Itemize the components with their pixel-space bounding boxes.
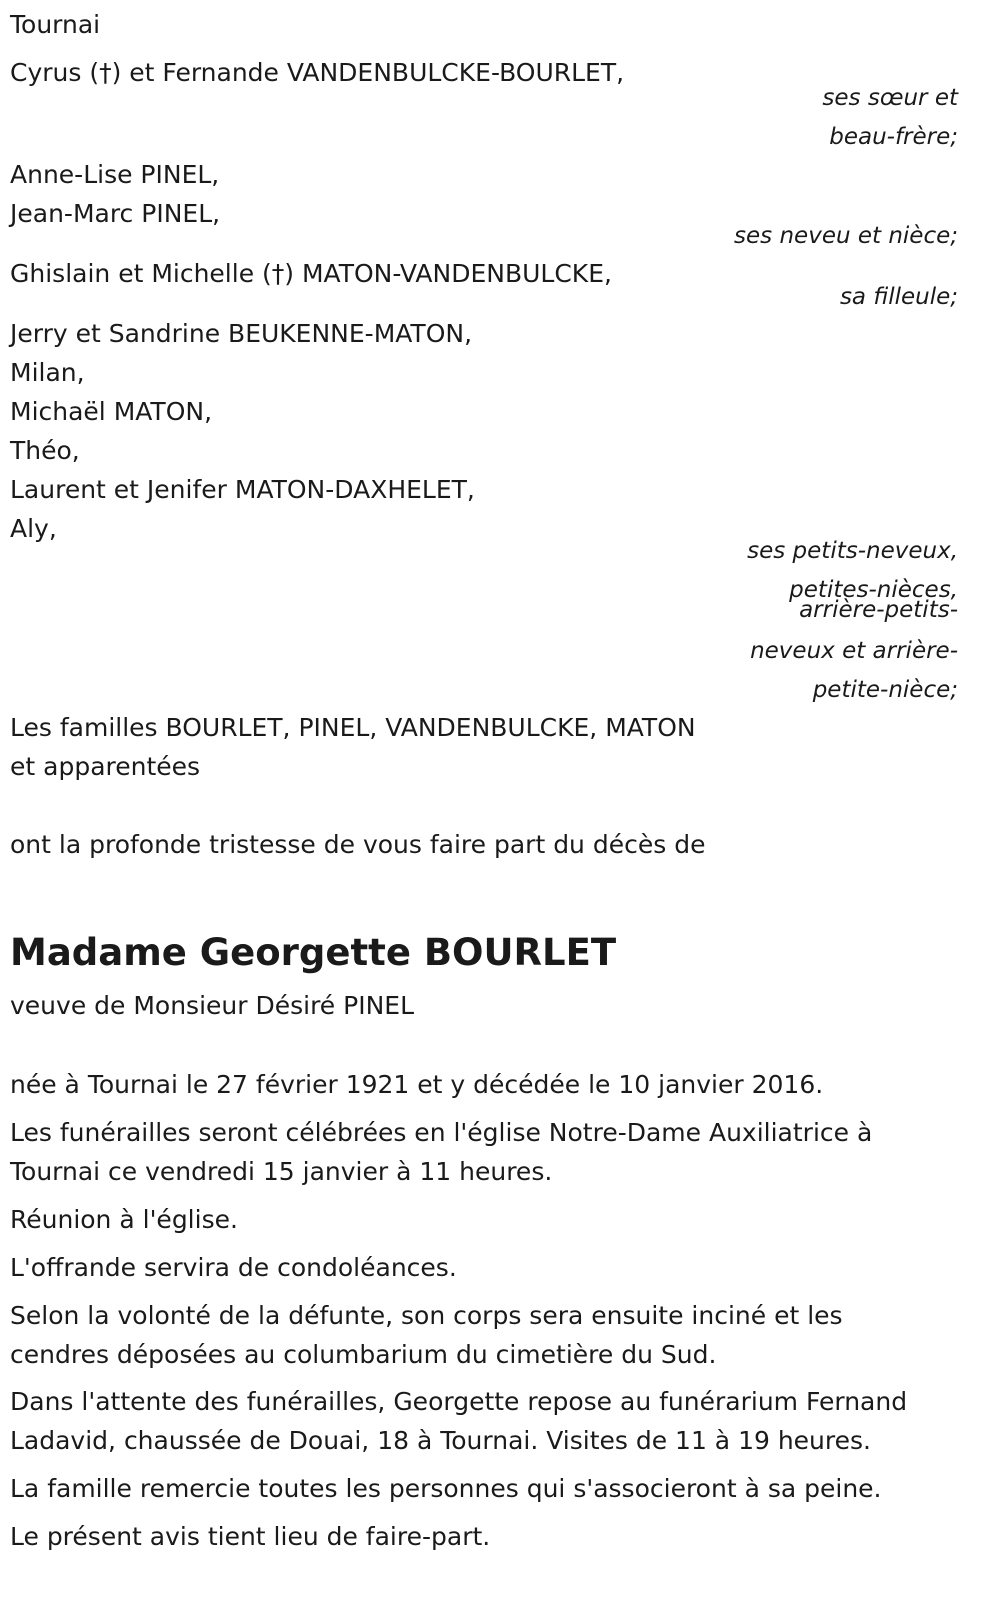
family-grand-5: Laurent et Jenifer MATON-DAXHELET,: [10, 475, 475, 504]
widow-of: veuve de Monsieur Désiré PINEL: [10, 991, 415, 1020]
goddaughter-role: sa filleule;: [839, 284, 958, 310]
nephew-role: ses neveu et nièce;: [734, 223, 958, 249]
deceased-name: Madame Georgette BOURLET: [10, 931, 617, 974]
family-grand-6: Aly,: [10, 514, 57, 543]
family-grand-3: Michaël MATON,: [10, 397, 213, 426]
grand-role-line3: arrière-petits-: [799, 597, 958, 623]
offering: L'offrande servira de condoléances.: [10, 1253, 457, 1282]
grand-role-line1: ses petits-neveux,: [747, 538, 958, 564]
family-sister: Cyrus (†) et Fernande VANDENBULCKE-BOURLET,: [10, 58, 625, 87]
thanks: La famille remercie toutes les personnes qui s'associeront à sa peine.: [10, 1474, 882, 1503]
grand-role-line4: neveux et arrière-: [750, 638, 958, 664]
family-grand-4: Théo,: [10, 436, 80, 465]
grand-role-line5: petite-nièce;: [812, 677, 958, 703]
cremation-line1: Selon la volonté de la défunte, son corps sera ensuite inciné et les: [10, 1301, 843, 1330]
funeral-line2: Tournai ce vendredi 15 janvier à 11 heures.: [10, 1157, 553, 1186]
family-grand-2: Milan,: [10, 358, 85, 387]
rest-line1: Dans l'attente des funérailles, Georgette repose au funérarium Fernand: [10, 1387, 908, 1416]
sister-role-line1: ses sœur et: [822, 85, 958, 111]
location: Tournai: [10, 10, 101, 39]
grand-role-line2: petites-nièces,: [789, 577, 958, 603]
rest-line2: Ladavid, chaussée de Douai, 18 à Tournai. Visites de 11 à 19 heures.: [10, 1426, 871, 1455]
cremation-line2: cendres déposées au columbarium du cimetière du Sud.: [10, 1340, 717, 1369]
announcement: ont la profonde tristesse de vous faire part du décès de: [10, 830, 706, 859]
family-nephew-2: Jean-Marc PINEL,: [10, 199, 221, 228]
family-goddaughter: Ghislain et Michelle (†) MATON-VANDENBULCKE,: [10, 259, 612, 288]
birth-death: née à Tournai le 27 février 1921 et y décédée le 10 janvier 2016.: [10, 1070, 824, 1099]
family-grand-1: Jerry et Sandrine BEUKENNE-MATON,: [10, 319, 473, 348]
meeting: Réunion à l'église.: [10, 1205, 238, 1234]
family-nephew-1: Anne-Lise PINEL,: [10, 160, 220, 189]
notice: Le présent avis tient lieu de faire-part.: [10, 1522, 491, 1551]
families-line1: Les familles BOURLET, PINEL, VANDENBULCKE, MATON: [10, 713, 696, 742]
families-line2: et apparentées: [10, 752, 201, 781]
funeral-line1: Les funérailles seront célébrées en l'église Notre-Dame Auxiliatrice à: [10, 1118, 873, 1147]
sister-role-line2: beau-frère;: [829, 124, 958, 150]
